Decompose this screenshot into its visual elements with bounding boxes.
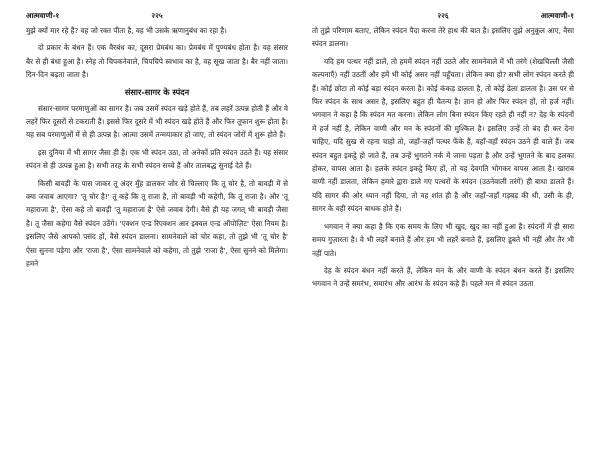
left-paragraph-5: किसी बावड़ी के पास जाकर तू अंदर मुँह डालकर जोर से चिल्लाए कि तू चोर है, तो बावड़ी में से क्या जवाब आएगा? 'तू चोर है!' तू कहे कि तू राजा है, तो बावड़ी भी कहेगी, कि तू राजा है। और 'तू महाराजा है', ऐसा कहे तो बावड़ी 'तू महाराजा है' ऐसे जवाब देगी। वैसे ही यह जगत् भी बावड़ी जैसा है। तू जैसा कहेगा वैसे स्पंदन उठेंगे। 'एक्शन एन्ड रिएक्शन आर इक्वल एन्ड ऑपोज़िट' ऐसा नियम है। इसलिए जैसे आपको पसंद हों, वैसे स्पंदन डालना। सामनेवाले को चोर कहा, तो तुझे भी 'तू चोर है' ऐसा सुनना पड़ेगा और 'राजा है', ऐसा सामनेवाले को कहेगा, तो तुझे 'राजा है', ऐसा सुनने को मिलेगा। हमने (26, 178, 288, 269)
left-running-header (26, 8, 288, 24)
left-paragraph-1: मुझे क्यों मार रहे हैं? वह जो रक्त पीता है, वह भी उसके ऋणानुबंध का रहा है। (26, 26, 227, 35)
page-gutter (298, 0, 302, 463)
left-paragraph-3: संसार-सागर परमाणुओं का सागर है। जब उसमें स्पंदन खड़े होते हैं, तब लहरें उत्पन्न होती हैं और वे लहरें फिर दूसरों से टकराती हैं। इससे फिर दूसरे में भी स्पंदन खड़े होते हैं और फिर तूफान शुरू होता है। यह सब परमाणुओं में से ही उत्पन्न है। आत्मा उसमें तन्मयाकार हो जाए, तो स्पंदन जोरों में शुरू होते हैं। (26, 103, 288, 140)
section-heading: संसार-सागर के स्पंदन (124, 86, 190, 97)
right-paragraph-1: तो तुझे परिणाम बताए, लेकिन स्पंदन पैदा करना तेरे हाथ की बात है। इसलिए तुझे अनुकूल आए, वैसा स्पंदन डालना। (312, 26, 574, 49)
right-paragraph-2: यदि हम पत्थर नहीं डालें, तो हममें स्पंदन नहीं उठते और सामनेवाले में भी तरंगे (शेखचिल्ली जैसी कल्पनाएँ) नहीं उठतीं और हमें भी कोई असर नहीं पहुँचता। लेकिन क्या हो? सभी लोग स्पंदन करते ही हैं। कोई छोटा तो कोई बड़ा स्पंदन करता है। कोई कंकड़ डालता है, तो कोई ढेला डालता है। उस पर से फिर स्पंदन के साथ असर है, इसलिए बहुत ही चैतन्य है। ज्ञान हो और फिर स्पंदन हों, तो हर्ज नहीं। भगवान ने कहा है कि स्पंदन मत करना। लेकिन लोग बिना स्पंदन किए रहते ही नहीं न? देह के स्पंदनों में हर्ज नहीं है, लेकिन वाणी और मन के स्पंदनों की मुश्किल है। इसलिए उन्हें तो बंद ही कर देना चाहिए, यदि सुख से रहना चाहो तो, जहाँ-जहाँ पत्थर फेंके हैं, वहाँ-वहाँ स्पंदन उठने ही वाले हैं। जब स्पंदन बहुत इकट्ठे हो जाते हैं, तब उन्हें भुगतने नर्क में जाना पड़ता है और उन्हें भुगतने के बाद हलका होकर, वापस आता है। हलके स्पंदन इकट्ठे किए हों, तो यह देवगति भोगकर वापस आता है। खाराब वाणी नहीं डालता, लेकिन हमारे द्वारा डाले गए पत्थरों के स्पंदन (उठनेवाली तरंगें) ही बाधा डालते हैं। यदि सागर की ओर ध्यान नहीं दिया, तो वह शांत ही है और जहाँ-जहाँ गड़बड़ की थी, उसी के ही, सागर के वही स्पंदन बाधक होते हैं। (312, 56, 574, 214)
right-running-header (312, 8, 574, 24)
left-paragraph-4: इस दुनिया में भी सागर जैसा ही है। एक भी स्पंदन उठा, तो अनेकों प्रति स्पंदन उठते हैं। यह संसार स्पंदन से ही उत्पन्न हुआ है। सभी तरह के सभी स्पंदन सच्चे हैं और तालबद्ध सुनाई देते हैं। (26, 147, 288, 171)
right-paragraph-3: भगवान ने क्या कहा है कि एक समय के लिए भी खुद, खुद का नहीं हुआ है। स्पंदनों में ही सारा समय गुज़ारता है। वे भी लहरें बनाते हैं और हम भी लहरें बनाते हैं, इसलिए डूबते भी नहीं और तैर भी नहीं पाते। (312, 221, 574, 258)
right-page-number: २२६ (437, 11, 449, 20)
left-running-head-title: आत्मवाणी-१ (26, 11, 60, 20)
right-paragraph-4: देह के स्पंदन बंधन नहीं करते हैं, लेकिन मन के और वाणी के स्पंदन बंधन करते हैं। इसलिए भगवान ने उन्हें समरंभ, समारंभ और आरंभ के स्पंदन कहे हैं। पहले मन में स्पंदन उठता (312, 265, 574, 289)
left-page-number: २२५ (151, 11, 163, 20)
right-running-head-title: आत्मवाणी-१ (540, 11, 574, 20)
right-page (304, 0, 600, 463)
left-page (0, 0, 296, 463)
left-paragraph-2: दो प्रकार के बंधन हैं। एक वैरबंध का, दूसरा प्रेमबंध का। प्रेमबंध में पुण्यबंध होता है। यह संसार बैर से ही बंधा हुआ है। स्नेह तो चिपकनेवाले, चिपचिपे स्वभाव का है, वह सूख जाता है। बैर नहीं जाता। दिन-दिन बढ़ता जाता है। (26, 43, 288, 80)
